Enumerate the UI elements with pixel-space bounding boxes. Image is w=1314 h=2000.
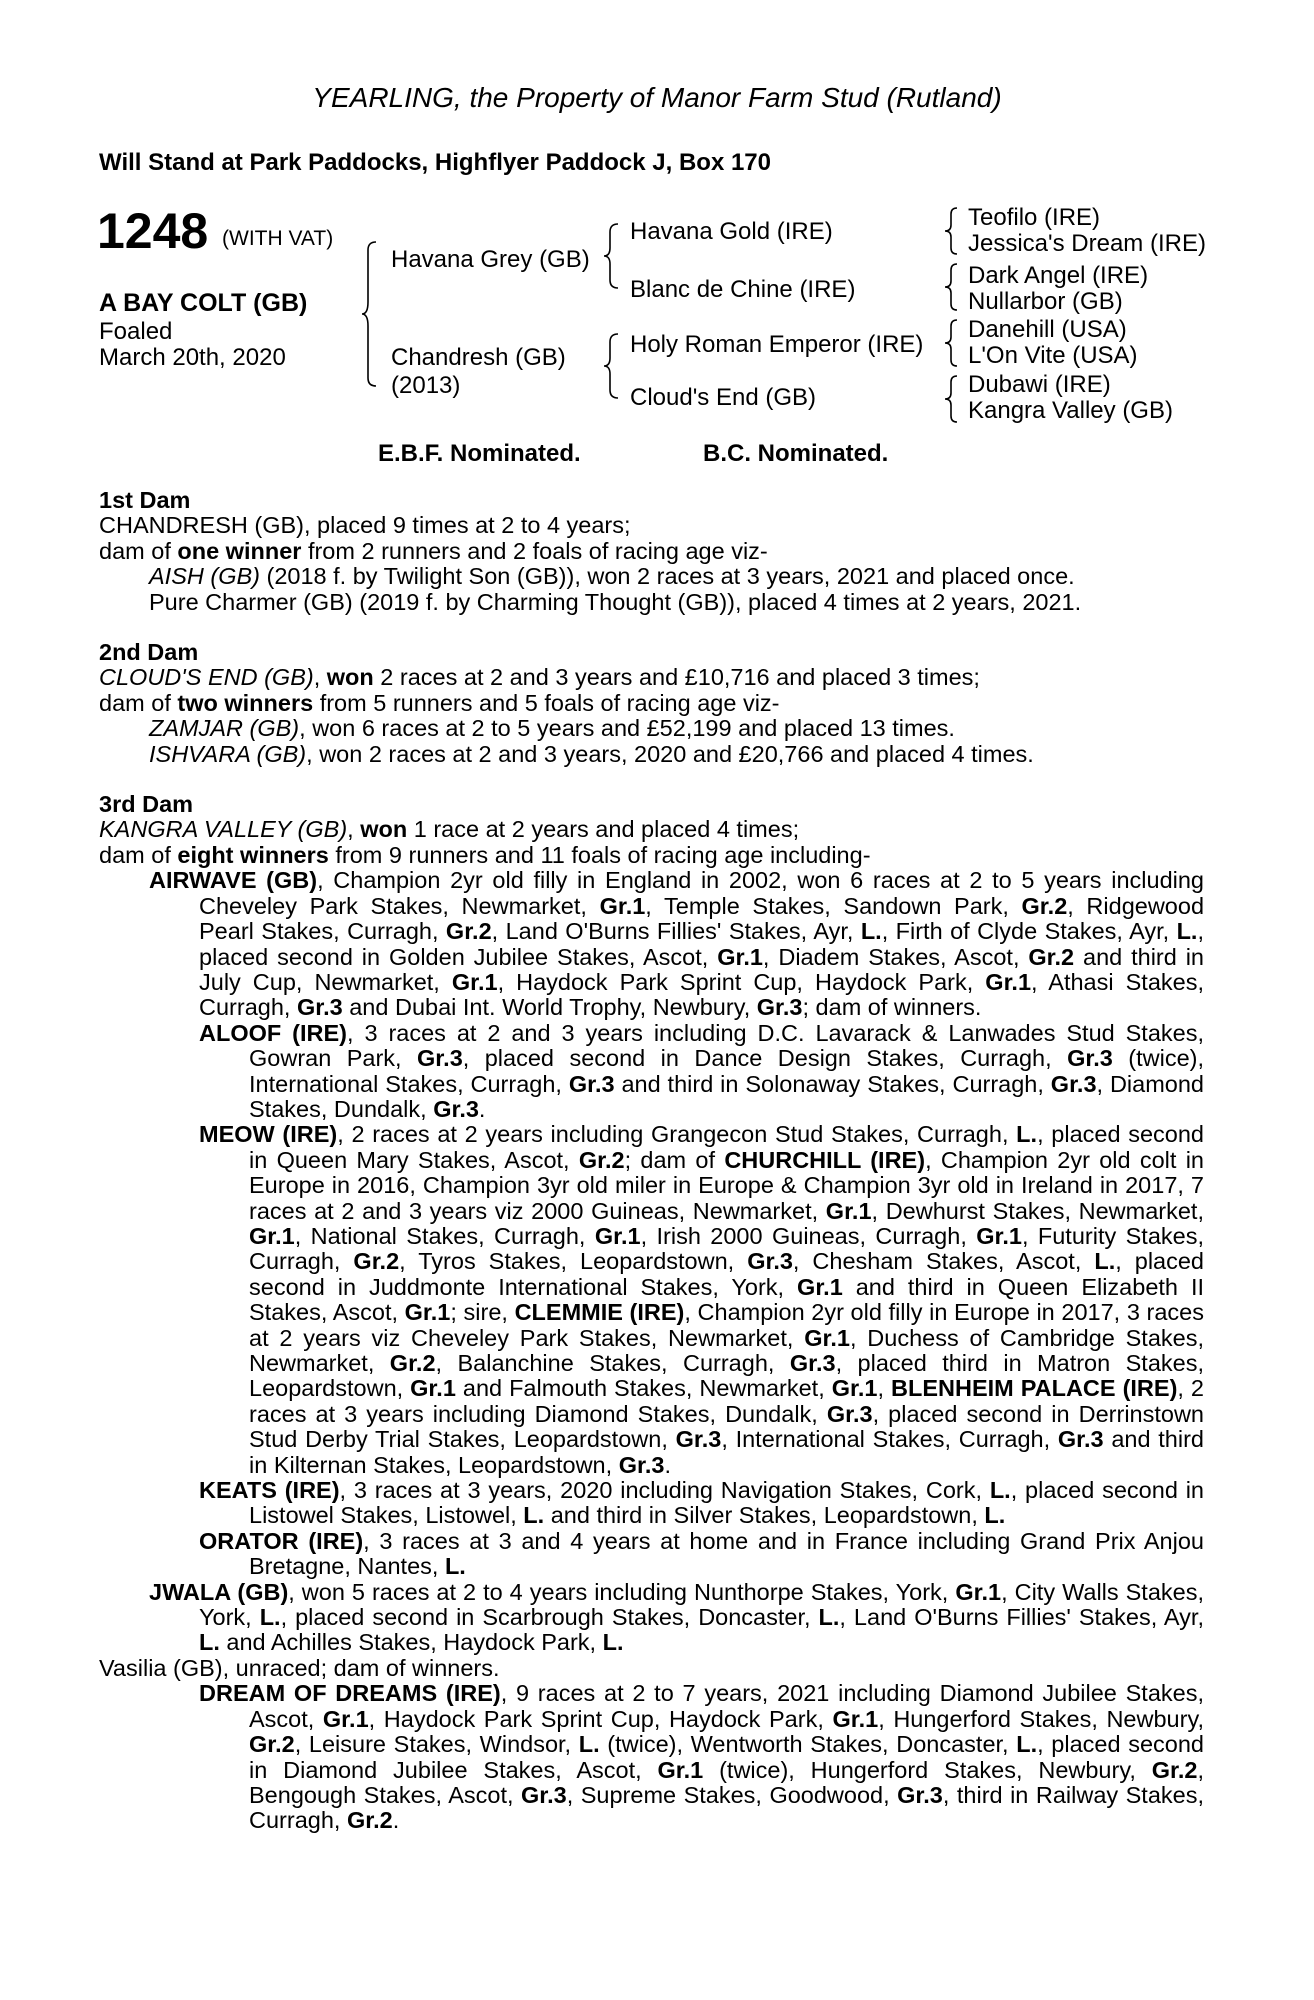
pedigree-dds: Dubawi (IRE) — [968, 371, 1111, 398]
pedigree-bracket-ds — [945, 318, 961, 368]
entry-dream-of-dreams: DREAM OF DREAMS (IRE), 9 races at 2 to 7 years, 2021 including Diamond Jubilee Stakes, Ascot, Gr.1, Haydock Park Sprint Cup, Haydock Park, Gr.1, Hungerford Stakes, Newbury, Gr.2, Leisure Stakes, Windsor, L. (twice), Wentworth Stakes, Doncaster, L., placed second in Diamond Jubilee Stakes, Ascot, Gr.1 (twice), Hungerford Stakes, Newbury, Gr.2, Bengough Stakes, Ascot, Gr.3, Supreme Stakes, Goodwood, Gr.3, third in Railway Stakes, Curragh, Gr.2. — [199, 1680, 1204, 1834]
foaled-label: Foaled — [99, 318, 173, 345]
pedigree-bracket-main — [362, 240, 382, 390]
second-dam-foal-1: ZAMJAR (GB), won 6 races at 2 to 5 years and £52,199 and placed 13 times. — [149, 715, 955, 742]
pedigree-dam-sire: Holy Roman Emperor (IRE) — [630, 331, 924, 358]
pedigree-bracket-dam — [604, 332, 624, 402]
first-dam-line: CHANDRESH (GB), placed 9 times at 2 to 4 years; — [99, 512, 631, 539]
second-dam-line: CLOUD'S END (GB), won 2 races at 2 and 3 years and £10,716 and placed 3 times; — [99, 664, 980, 691]
page-title: YEARLING, the Property of Manor Farm Stud (Rutland) — [312, 82, 1002, 113]
third-dam-heading: 3rd Dam — [99, 791, 194, 818]
second-dam-produce-line: dam of two winners from 5 runners and 5 foals of racing age viz- — [99, 689, 780, 716]
lot-number: 1248 — [97, 203, 209, 259]
pedigree-dam-dam: Cloud's End (GB) — [630, 384, 816, 411]
stand-location: Will Stand at Park Paddocks, Highflyer Paddock J, Box 170 — [99, 149, 771, 176]
foaled-date: March 20th, 2020 — [99, 344, 286, 371]
pedigree-sire-sire: Havana Gold (IRE) — [630, 218, 833, 245]
pedigree-dam: Chandresh (GB) — [391, 344, 566, 371]
entry-jwala: JWALA (GB), won 5 races at 2 to 4 years including Nunthorpe Stakes, York, Gr.1, City Walls Stakes, York, L., placed second in Scarbrough Stakes, Doncaster, L., Land O'Burns Fillies' Stakes, Ayr, L. and Achilles Stakes, Haydock Park, L. — [149, 1578, 1205, 1656]
ebf-nominated: E.B.F. Nominated. — [378, 440, 581, 467]
pedigree-dam-year: (2013) — [391, 372, 461, 399]
entry-meow: MEOW (IRE), 2 races at 2 years including Grangecon Stud Stakes, Curragh, L., placed second in Queen Mary Stakes, Ascot, Gr.2; dam of CHURCHILL (IRE), Champion 2yr old colt in Europe in 2016, Champion 3yr old miler in Europe & Champion 3yr old in Ireland in 2017, 7 races at 2 and 3 years viz 2000 Guineas, Newmarket, Gr.1, Dewhurst Stakes, Newmarket, Gr.1, National Stakes, Curragh, Gr.1, Irish 2000 Guineas, Curragh, Gr.1, Futurity Stakes, Curragh, Gr.2, Tyros Stakes, Leopardstown, Gr.3, Chesham Stakes, Ascot, L., placed second in Juddmonte International Stakes, York, Gr.1 and third in Queen Elizabeth II Stakes, Ascot, Gr.1; sire, CLEMMIE (IRE), Champion 2yr old filly in Europe in 2017, 3 races at 2 years viz Cheveley Park Stakes, Newmarket, Gr.1, Duchess of Cambridge Stakes, Newmarket, Gr.2, Balanchine Stakes, Curragh, Gr.3, placed third in Matron Stakes, Leopardstown, Gr.1 and Falmouth Stakes, Newmarket, Gr.1, BLENHEIM PALACE (IRE), 2 races at 3 years including Diamond Stakes, Dundalk, Gr.3, placed second in Derrinstown Stud Derby Trial Stakes, Leopardstown, Gr.3, International Stakes, Curragh, Gr.3 and third in Kilternan Stakes, Leopardstown, Gr.3. — [199, 1121, 1204, 1478]
entry-keats: KEATS (IRE), 3 races at 3 years, 2020 including Navigation Stakes, Cork, L., placed second in Listowel Stakes, Listowel, L. and third in Silver Stakes, Leopardstown, L. — [199, 1477, 1204, 1529]
entry-aloof: ALOOF (IRE), 3 races at 2 and 3 years including D.C. Lavarack & Lanwades Stud Stakes, Gowran Park, Gr.3, placed second in Dance Design Stakes, Curragh, Gr.3 (twice), International Stakes, Curragh, Gr.3 and third in Solonaway Stakes, Curragh, Gr.3, Diamond Stakes, Dundalk, Gr.3. — [199, 1019, 1205, 1122]
pedigree-sdd: Nullarbor (GB) — [968, 288, 1123, 315]
pedigree-bracket-ss — [945, 206, 961, 256]
first-dam-heading: 1st Dam — [99, 487, 191, 513]
entry-airwave: AIRWAVE (GB), Champion 2yr old filly in England in 2002, won 6 races at 2 to 5 years including Cheveley Park Stakes, Newmarket, Gr.1, Temple Stakes, Sandown Park, Gr.2, Ridgewood Pearl Stakes, Curragh, Gr.2, Land O'Burns Fillies' Stakes, Ayr, L., Firth of Clyde Stakes, Ayr, L., placed second in Golden Jubilee Stakes, Ascot, Gr.1, Diadem Stakes, Ascot, Gr.2 and third in July Cup, Newmarket, Gr.1, Haydock Park Sprint Cup, Haydock Park, Gr.1, Athasi Stakes, Curragh, Gr.3 and Dubai Int. World Trophy, Newbury, Gr.3; dam of winners. — [149, 867, 1205, 1021]
pedigree-bracket-dd — [945, 374, 961, 424]
first-dam-produce-line: dam of one winner from 2 runners and 2 foals of racing age viz- — [99, 537, 768, 564]
pedigree-sds: Dark Angel (IRE) — [968, 262, 1149, 289]
pedigree-ddd: Kangra Valley (GB) — [968, 397, 1173, 424]
pedigree-dss: Danehill (USA) — [968, 316, 1127, 343]
pedigree-ssd: Jessica's Dream (IRE) — [968, 230, 1206, 257]
vat-note: (WITH VAT) — [222, 227, 334, 250]
bc-nominated: B.C. Nominated. — [703, 440, 889, 467]
third-dam-produce-line: dam of eight winners from 9 runners and 11 foals of racing age including- — [99, 841, 871, 868]
entry-orator: ORATOR (IRE), 3 races at 3 and 4 years at home and in France including Grand Prix Anjou Bretagne, Nantes, L. — [199, 1527, 1204, 1580]
first-dam-foal-1: AISH (GB) (2018 f. by Twilight Son (GB)), won 2 races at 3 years, 2021 and placed once. — [149, 563, 1075, 590]
second-dam-foal-2: ISHVARA (GB), won 2 races at 2 and 3 years, 2020 and £20,766 and placed 4 times. — [149, 740, 1034, 767]
pedigree-sire-dam: Blanc de Chine (IRE) — [630, 276, 856, 303]
catalogue-text — [99, 488, 1204, 1834]
pedigree-sss: Teofilo (IRE) — [968, 204, 1101, 231]
entry-vasilia: Vasilia (GB), unraced; dam of winners. — [99, 1654, 500, 1681]
pedigree-dsd: L'On Vite (USA) — [968, 342, 1138, 369]
lot-description: A BAY COLT (GB) — [99, 289, 308, 317]
second-dam-heading: 2nd Dam — [99, 639, 199, 666]
first-dam-foal-2: Pure Charmer (GB) (2019 f. by Charming Thought (GB)), placed 4 times at 2 years, 2021. — [149, 588, 1082, 615]
pedigree-bracket-sd — [945, 262, 961, 312]
pedigree-bracket-sire — [604, 222, 624, 292]
pedigree-sire: Havana Grey (GB) — [391, 246, 590, 273]
third-dam-line: KANGRA VALLEY (GB), won 1 race at 2 years and placed 4 times; — [99, 816, 800, 843]
